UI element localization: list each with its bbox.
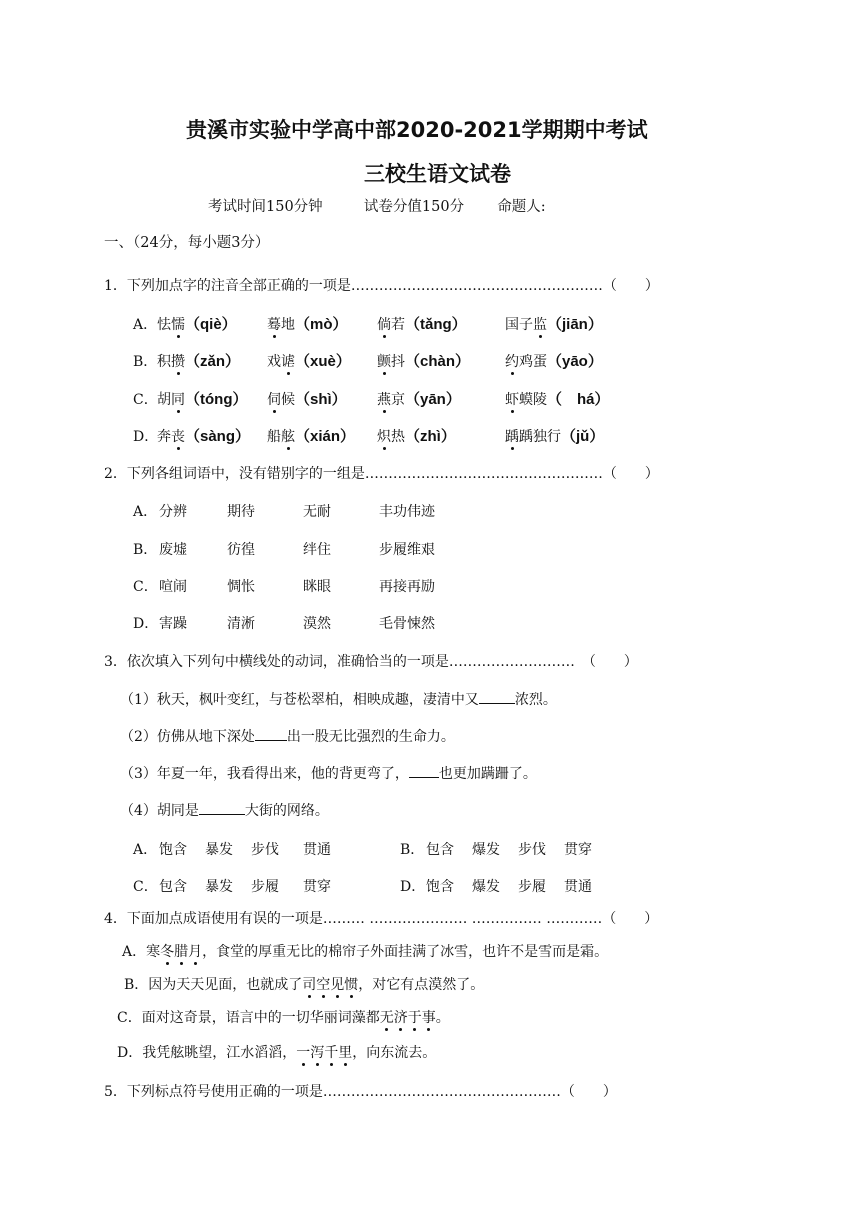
option-word: 国子监 <box>505 317 547 333</box>
option-word: 再接再励 <box>379 579 435 595</box>
option-word: 彷徨 <box>227 542 255 558</box>
option-word: 贯通 <box>564 879 592 895</box>
question-1-stem: 1．下列加点字的注音全部正确的一项是………………………………………………（ ） <box>104 278 659 294</box>
option-word: 炽热 <box>377 429 405 445</box>
option-label: D． <box>133 429 159 445</box>
question-3-sentence-1: （1）秋天，枫叶变红，与苍松翠柏，相映成趣，凄清中又 浓烈。 <box>120 692 557 708</box>
option-word: 喧闹 <box>159 579 187 595</box>
option-word: 蓦地 <box>267 317 295 333</box>
option-item <box>157 388 267 409</box>
option-text-before: D．我凭舷眺望，江水滔滔， <box>117 1045 297 1061</box>
option-word: 丰功伟迹 <box>379 504 435 520</box>
title-line-2: 三校生语文试卷 <box>364 162 511 186</box>
option-label: D． <box>400 879 426 895</box>
option-label: D． <box>133 616 159 632</box>
option-label: B． <box>133 354 158 370</box>
question-4-stem: 4．下面加点成语使用有误的一项是……… ………………… …………… …………（ ） <box>104 911 659 927</box>
option-pinyin: （jǔ） <box>561 428 605 445</box>
option-word: 虾蟆陵 <box>505 392 547 408</box>
question-3-sentence-4: （4）胡同是 大街的网络。 <box>120 803 329 819</box>
option-label: B． <box>400 842 425 858</box>
option-item <box>377 313 505 334</box>
option-word: 伺候 <box>267 392 295 408</box>
option-pinyin: （xuè） <box>295 353 351 370</box>
question-1-option-d <box>133 425 625 446</box>
option-word: 约鸡蛋 <box>505 354 547 370</box>
option-word: 惆怅 <box>227 579 255 595</box>
option-pinyin: （shì） <box>295 391 347 408</box>
option-word: 船舷 <box>267 429 295 445</box>
option-label: C． <box>133 579 158 595</box>
option-word: 戏谑 <box>267 354 295 370</box>
option-word: 绊住 <box>303 542 331 558</box>
question-2-option-a <box>133 501 469 521</box>
fill-blank <box>479 691 515 704</box>
option-item <box>157 425 267 446</box>
option-pinyin: （zǎn） <box>185 353 241 370</box>
option-word: 暴发 <box>205 879 233 895</box>
option-item <box>505 388 625 409</box>
option-pinyin: （jiān） <box>547 316 603 333</box>
option-word: 包含 <box>159 879 187 895</box>
option-word: 积攒 <box>157 354 185 370</box>
option-text-after: ，向东流去。 <box>352 1045 437 1061</box>
question-3-sentence-3: （3）年夏一年，我看得出来，他的背更弯了， 也更加蹒跚了。 <box>120 766 537 782</box>
option-word: 毛骨悚然 <box>379 616 435 632</box>
option-word: 分辨 <box>159 504 187 520</box>
exam-meta <box>208 195 546 216</box>
option-pinyin: （sàng） <box>185 428 251 445</box>
dotted-idiom: 司空见惯 <box>302 977 359 993</box>
dotted-idiom: 无济于事 <box>379 1010 436 1026</box>
option-text-after: 。 <box>435 1010 450 1026</box>
option-word: 饱含 <box>159 842 187 858</box>
fill-blank <box>409 765 439 778</box>
option-pinyin: （xián） <box>295 428 356 445</box>
question-3-option-c <box>133 876 353 896</box>
option-word: 贯通 <box>303 842 331 858</box>
dotted-idiom: 冬腊月 <box>160 944 203 960</box>
option-label: A． <box>133 504 158 520</box>
option-pinyin: （ há） <box>547 391 610 408</box>
option-word: 饱含 <box>426 879 454 895</box>
section-heading: 一、（24分，每小题3分） <box>104 235 270 251</box>
option-word: 暴发 <box>205 842 233 858</box>
option-word: 废墟 <box>159 542 187 558</box>
title-line-1: 贵溪市实验中学高中部2020-2021学期期中考试 <box>186 118 648 142</box>
question-5-stem: 5．下列标点符号使用正确的一项是……………………………………………（ ） <box>104 1084 617 1100</box>
question-1-option-b <box>133 350 625 371</box>
option-item <box>157 313 267 334</box>
option-word: 无耐 <box>303 504 331 520</box>
option-word: 踽踽独行 <box>505 429 561 445</box>
option-word: 包含 <box>426 842 454 858</box>
option-pinyin: （yān） <box>405 391 461 408</box>
question-4-option-a <box>122 941 608 961</box>
question-2-option-d <box>133 613 469 633</box>
full-score: 试卷分值150分 <box>363 199 465 215</box>
option-item <box>267 425 377 446</box>
option-item <box>505 350 625 371</box>
option-word: 奔丧 <box>157 429 185 445</box>
option-word: 胡同 <box>157 392 185 408</box>
author-label: 命题人: <box>497 199 546 215</box>
option-word: 爆发 <box>472 842 500 858</box>
question-3-option-b <box>400 839 614 859</box>
fill-blank <box>199 802 245 815</box>
option-item <box>505 313 625 334</box>
question-2-option-c <box>133 576 469 596</box>
option-text-after: ，食堂的厚重无比的棉帘子外面挂满了冰雪，也许不是雪而是霜。 <box>202 944 609 960</box>
option-item <box>505 425 625 446</box>
option-pinyin: （tóng） <box>185 391 248 408</box>
option-word: 期待 <box>227 504 255 520</box>
option-word: 步履 <box>251 879 279 895</box>
option-text-before: C．面对这奇景，语言中的一切华丽词藻都 <box>117 1010 380 1026</box>
option-pinyin: （zhì） <box>405 428 456 445</box>
option-word: 步伐 <box>251 842 279 858</box>
option-label: A． <box>133 842 158 858</box>
option-item <box>267 313 377 334</box>
question-3-option-d <box>400 876 614 896</box>
option-word: 贯穿 <box>564 842 592 858</box>
question-3-option-a <box>133 839 353 859</box>
option-item <box>267 350 377 371</box>
exam-time: 考试时间150分钟 <box>208 199 323 215</box>
option-word: 害躁 <box>159 616 187 632</box>
question-1-option-c <box>133 388 625 409</box>
dotted-idiom: 一泻千里 <box>296 1045 353 1061</box>
option-word: 步履维艰 <box>379 542 435 558</box>
question-2-stem: 2．下列各组词语中，没有错别字的一组是……………………………………………（ ） <box>104 466 659 482</box>
option-pinyin: （chàn） <box>405 353 471 370</box>
question-4-option-b <box>124 974 484 994</box>
option-word: 贯穿 <box>303 879 331 895</box>
option-item <box>377 425 505 446</box>
question-3-sentence-2: （2）仿佛从地下深处 出一股无比强烈的生命力。 <box>120 729 455 745</box>
option-pinyin: （mò） <box>295 316 348 333</box>
option-pinyin: （tǎng） <box>405 316 467 333</box>
option-label: A． <box>133 317 158 333</box>
fill-blank <box>255 728 287 741</box>
option-item <box>267 388 377 409</box>
option-word: 怯懦 <box>157 317 185 333</box>
option-item <box>377 388 505 409</box>
option-pinyin: （yāo） <box>547 353 603 370</box>
option-word: 清淅 <box>227 616 255 632</box>
option-label: C． <box>133 879 158 895</box>
question-4-option-c <box>117 1007 450 1027</box>
option-text-before: A．寒 <box>122 944 161 960</box>
option-pinyin: （qiè） <box>185 316 237 333</box>
option-label: B． <box>133 542 158 558</box>
question-3-stem: 3．依次填入下列句中横线处的动词，准确恰当的一项是……………………… （ ） <box>104 654 638 670</box>
option-text-after: ，对它有点漠然了。 <box>358 977 485 993</box>
option-word: 眯眼 <box>303 579 331 595</box>
option-word: 颤抖 <box>377 354 405 370</box>
option-text-before: B．因为天天见面，也就成了 <box>124 977 303 993</box>
option-item <box>377 350 505 371</box>
option-word: 步伐 <box>518 842 546 858</box>
option-item <box>157 350 267 371</box>
question-4-option-d <box>117 1042 436 1062</box>
option-label: C． <box>133 392 158 408</box>
option-word: 步履 <box>518 879 546 895</box>
option-word: 倘若 <box>377 317 405 333</box>
option-word: 漠然 <box>303 616 331 632</box>
option-word: 燕京 <box>377 392 405 408</box>
option-word: 爆发 <box>472 879 500 895</box>
question-2-option-b <box>133 539 469 559</box>
question-1-option-a <box>133 313 625 334</box>
